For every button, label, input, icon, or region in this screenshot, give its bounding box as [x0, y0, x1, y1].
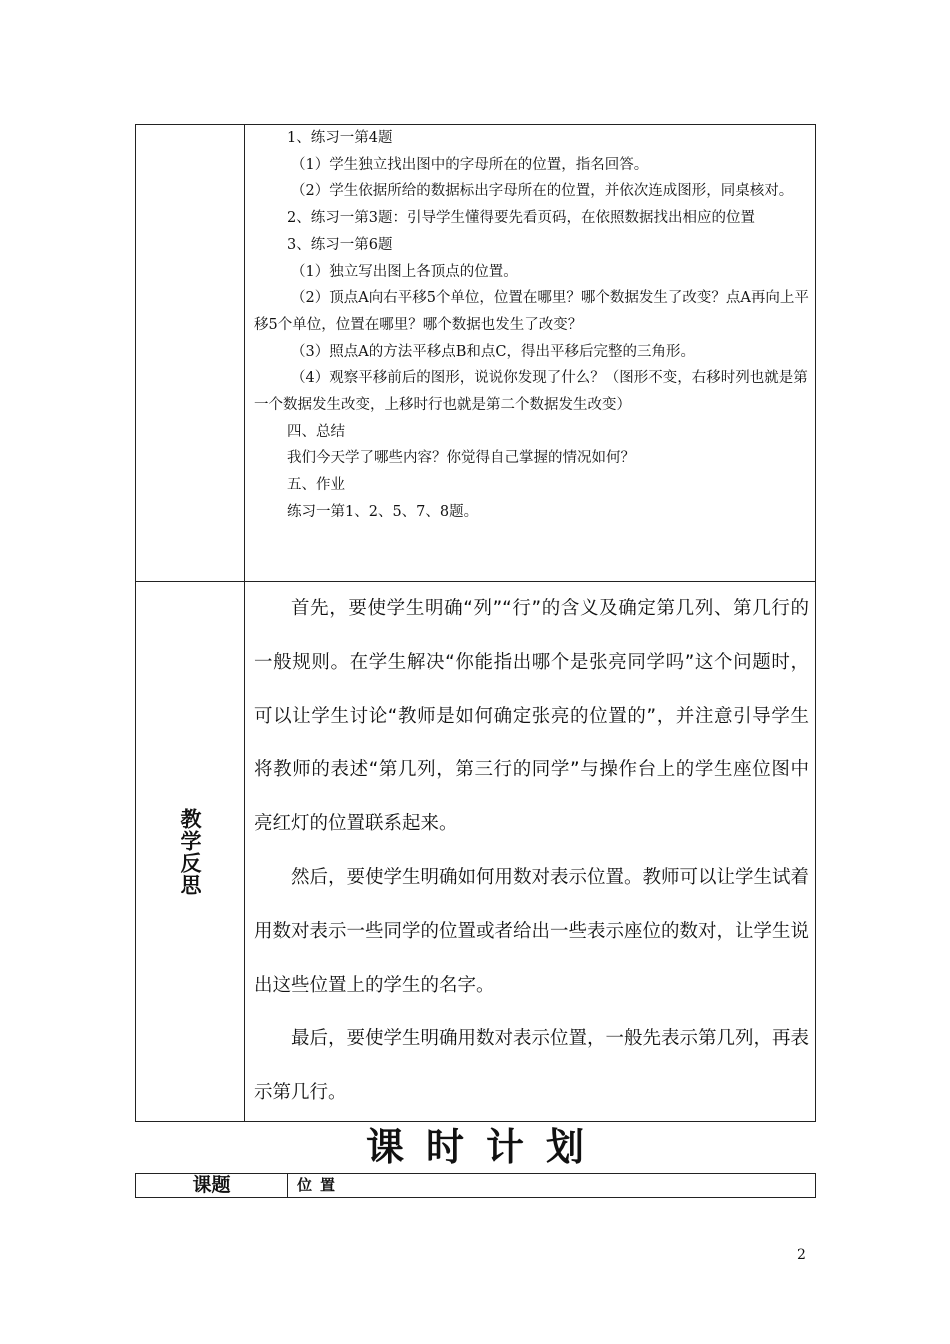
homework-text: 练习一第1、2、5、7、8题。 — [287, 503, 479, 520]
lesson-table — [135, 124, 816, 1122]
reflection-label: 教学反思 — [178, 808, 202, 896]
reflection-content — [254, 582, 809, 1120]
step-3-2: （2）顶点A向右平移5个单位，位置在哪里？哪个数据发生了改变？点A再向上平移5个单位，位置在哪里？哪个数据也发生了改变？ — [254, 290, 809, 333]
step-3-3: （3）照点A的方法平移点B和点C，得出平移后完整的三角形。 — [291, 343, 695, 360]
reflection-paragraph: 最后，要使学生明确用数对表示位置，一般先表示第几列，再表示第几行。 — [254, 1028, 810, 1104]
step-1: 1、练习一第4题 — [287, 130, 393, 146]
step-2: 2、练习一第3题：引导学生懂得要先看页码，在依照数据找出相应的位置 — [287, 210, 755, 227]
summary-text: 我们今天学了哪些内容？你觉得自己掌握的情况如何？ — [287, 450, 635, 467]
exercise-steps — [254, 125, 810, 526]
topic-row — [135, 1173, 816, 1198]
step-3: 3、练习一第6题 — [287, 236, 393, 253]
page-number: 2 — [797, 1247, 806, 1263]
summary-heading: 四、总结 — [287, 423, 345, 440]
plan-title: 课时计划 — [365, 1125, 606, 1169]
column-divider — [244, 125, 245, 1121]
topic-label: 课题 — [192, 1174, 231, 1196]
step-3-4: （4）观察平移前后的图形，说说你发现了什么？（图形不变，右移时列也就是第一个数据发生改变，上移时行也就是第二个数据发生改变） — [254, 370, 808, 414]
topic-value: 位置 — [297, 1176, 344, 1194]
topic-divider — [287, 1174, 288, 1197]
reflection-paragraph: 然后，要使学生明确如何用数对表示位置。教师可以让学生试着用数对表示一些同学的位置或者给出一些表示座位的数对，让学生说出这些位置上的学生的名字。 — [254, 866, 810, 996]
step-1-1: （1）学生独立找出图中的字母所在的位置，指名回答。 — [291, 156, 649, 173]
step-3-1: （1）独立写出图上各顶点的位置。 — [291, 263, 518, 280]
reflection-label-cell — [136, 582, 244, 1122]
step-1-2: （2）学生依据所给的数据标出字母所在的位置，并依次连成图形，同桌核对。 — [291, 183, 794, 200]
homework-heading: 五、作业 — [287, 477, 345, 494]
reflection-paragraph: 首先，要使学生明确“列”“行”的含义及确定第几列、第几行的一般规则。在学生解决“你能指出哪个是张亮同学吗”这个问题时，可以让学生讨论“教师是如何确定张亮的位置的”，并注意引导学生将教师的表述“第几列，第三行的同学”与操作台上的学生座位图中亮红灯的位置联系起来。 — [254, 598, 809, 835]
